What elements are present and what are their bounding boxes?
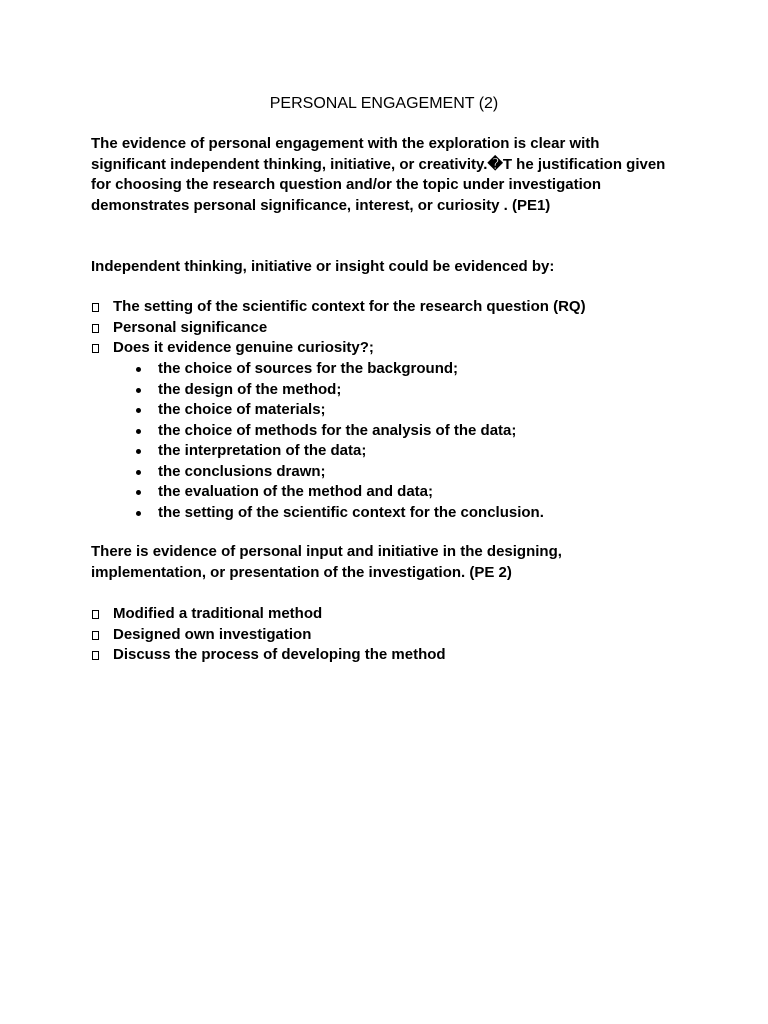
sublist-item-text: the choice of methods for the analysis of the data; (158, 421, 517, 439)
list-item (91, 604, 446, 625)
document-title: PERSONAL ENGAGEMENT (2) (269, 95, 499, 112)
bullet-dot-icon (136, 470, 141, 475)
sublist-item-text: the evaluation of the method and data; (158, 483, 434, 500)
sublist-item (134, 441, 544, 462)
placeholder-box-icon (92, 651, 99, 660)
sublist-item-text: the choice of materials; (158, 401, 326, 418)
list-item-text: Discuss the process of developing the method (113, 646, 446, 663)
curiosity-sublist (134, 359, 544, 523)
placeholder-box-icon (92, 610, 99, 619)
list-item-text: The setting of the scientific context for the research question (RQ) (113, 298, 586, 315)
sublist-item (134, 482, 544, 503)
bullet-dot-icon (136, 511, 141, 516)
placeholder-box-icon (92, 631, 99, 640)
list-item-text: Personal significance (113, 318, 268, 336)
bullet-dot-icon (136, 367, 141, 372)
sublist-item-text: the interpretation of the data; (158, 442, 367, 459)
list-item-text: Does it evidence genuine curiosity?; (113, 339, 374, 356)
bullet-dot-icon (136, 408, 141, 413)
list-item-text: Designed own investigation (113, 625, 312, 643)
sublist-item (134, 462, 544, 483)
bullet-dot-icon (136, 388, 141, 393)
placeholder-box-icon (92, 303, 99, 312)
sublist-item (134, 380, 544, 401)
list-item (91, 318, 586, 339)
list-item (91, 338, 586, 359)
list-item-text: Modified a traditional method (113, 605, 323, 622)
bullet-dot-icon (136, 449, 141, 454)
bullet-dot-icon (136, 490, 141, 495)
placeholder-box-icon (92, 344, 99, 353)
sublist-item (134, 421, 544, 442)
paragraph-pe2: There is evidence of personal input and initiative in the designing, implementation, or presentation of the investigation. (PE 2) (91, 543, 562, 581)
bullet-dot-icon (136, 429, 141, 434)
sublist-item (134, 503, 544, 524)
paragraph-evidence-intro: Independent thinking, initiative or insight could be evidenced by: (91, 258, 555, 275)
list-item (91, 297, 586, 318)
evidence-list (91, 297, 586, 359)
sublist-item-text: the conclusions drawn; (158, 462, 326, 480)
placeholder-box-icon (92, 324, 99, 333)
sublist-item (134, 400, 544, 421)
sublist-item-text: the setting of the scientific context for the conclusion. (158, 503, 544, 521)
list-item (91, 645, 446, 666)
paragraph-pe1: The evidence of personal engagement with the exploration is clear with significant independent thinking, initiative, or creativity.�T he justification given for choosing the research question and/or the topic under investigation demonstrates personal significance, interest, or curiosity . (PE1) (91, 135, 666, 214)
sublist-item (134, 359, 544, 380)
sublist-item-text: the choice of sources for the background; (158, 360, 459, 377)
sublist-item-text: the design of the method; (158, 380, 342, 398)
initiative-list (91, 604, 446, 666)
list-item (91, 625, 446, 646)
